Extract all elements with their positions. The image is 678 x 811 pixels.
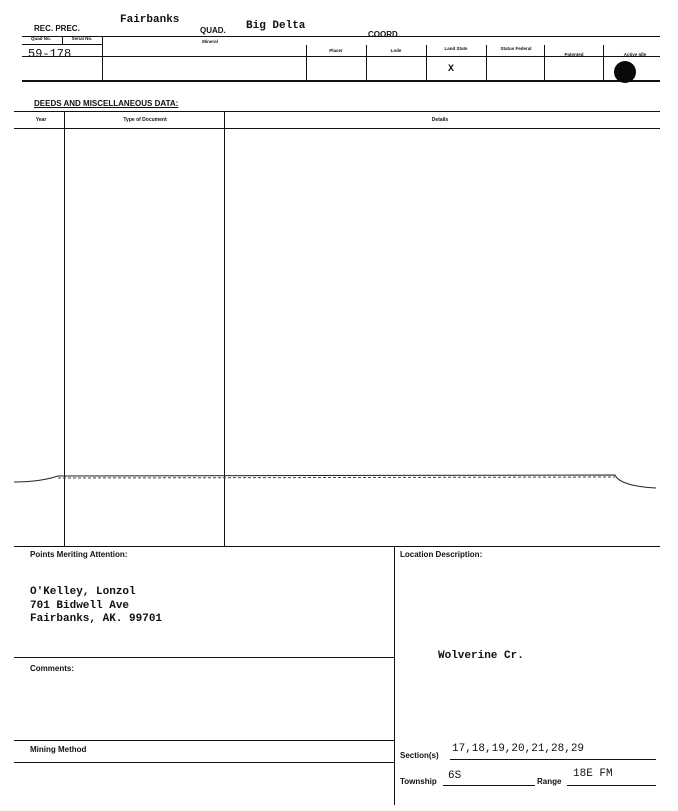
mining-method-rule (14, 740, 394, 741)
sections-underline (450, 759, 656, 760)
rec-prec-label: REC. PREC. (34, 24, 80, 33)
col-status-federal: Status Federal (500, 46, 532, 51)
range-underline (567, 785, 656, 786)
col-placer: Placer (329, 48, 343, 53)
col-patented: Patented (564, 52, 584, 57)
deeds-title: DEEDS AND MISCELLANEOUS DATA: (34, 99, 179, 108)
points-line-street: 701 Bidwell Ave (30, 600, 130, 612)
col-divider (62, 37, 63, 45)
sections-label: Section(s) (400, 751, 439, 760)
col-divider (426, 45, 427, 80)
location-label: Location Description: (400, 550, 483, 559)
township-underline (443, 785, 535, 786)
township-value: 6S (448, 770, 462, 782)
rec-prec-value: Fairbanks (120, 14, 180, 26)
record-bottom-rule (22, 80, 660, 82)
mining-method-bottom-rule (14, 762, 394, 763)
col-divider (306, 45, 307, 80)
col-lode: Lode (390, 48, 402, 53)
township-label: Township (400, 777, 437, 786)
comments-label: Comments: (30, 664, 75, 673)
points-line-name: O'Kelley, Lonzol (30, 586, 136, 598)
coord-label: COORD. (368, 30, 400, 39)
points-line-city: Fairbanks, AK. 99701 (30, 613, 163, 625)
comments-rule (14, 657, 394, 658)
quad-value: Big Delta (246, 20, 306, 32)
scan-artifact-line (0, 466, 678, 496)
col-type-of-document: Type of Document (123, 117, 167, 123)
deeds-header-rule (14, 128, 660, 129)
quad-serial-value: 59-178 (28, 47, 72, 61)
col-active-idle: Active Idle (623, 52, 647, 57)
col-year: Year (35, 117, 47, 123)
bottom-section-rule (14, 546, 660, 547)
col-quad-no: Quad No. (31, 36, 51, 41)
sections-value: 17,18,19,20,21,28,29 (452, 743, 585, 755)
bottom-center-divider (394, 547, 395, 805)
col-divider (102, 37, 103, 80)
location-value: Wolverine Cr. (438, 650, 524, 662)
range-label: Range (537, 777, 562, 786)
col-serial-no: Serial No. (71, 36, 93, 41)
points-label: Points Meriting Attention: (30, 550, 128, 559)
header-rule (22, 36, 660, 37)
deeds-top-rule (14, 111, 660, 112)
col-land-state: Land State (444, 46, 468, 51)
col-divider (603, 45, 604, 80)
mining-method-label: Mining Method (30, 745, 87, 754)
range-value: 18E FM (573, 768, 613, 780)
col-mineral: Mineral (202, 39, 218, 44)
col-divider (486, 45, 487, 80)
col-divider (366, 45, 367, 80)
col-details: Details (431, 117, 449, 123)
quad-label: QUAD. (200, 26, 226, 35)
land-state-mark: X (448, 64, 455, 75)
col-divider (544, 45, 545, 80)
active-idle-punch-hole (614, 61, 636, 83)
